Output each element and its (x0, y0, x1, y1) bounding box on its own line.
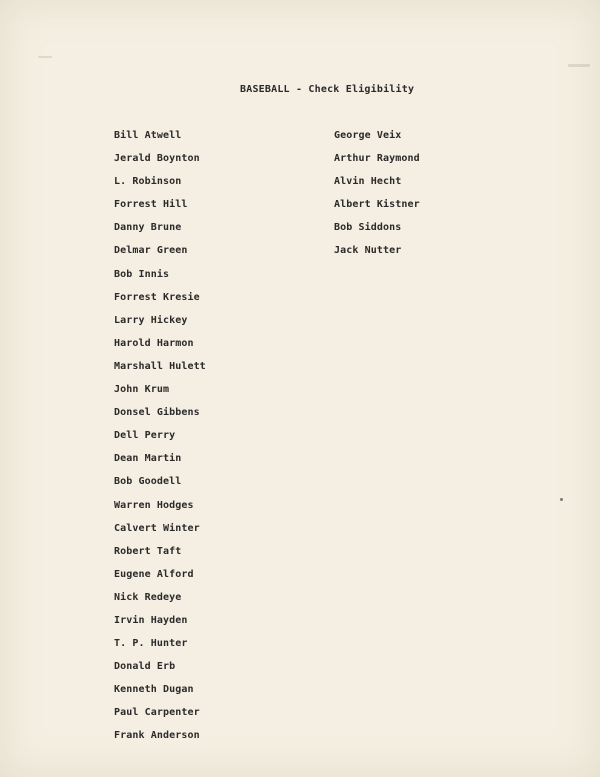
list-item: Dell Perry (114, 430, 176, 442)
right-name-column (334, 129, 420, 268)
list-item: Donsel Gibbens (114, 407, 200, 419)
list-item: Bob Goodell (114, 476, 182, 488)
list-item: George Veix (334, 130, 402, 141)
list-item: Danny Brune (114, 222, 182, 234)
list-item: Delmar Green (114, 245, 188, 257)
list-item: Larry Hickey (114, 314, 188, 326)
paper-mark (38, 56, 52, 58)
list-item: Bob Innis (114, 268, 170, 280)
list-item: Alvin Hecht (334, 176, 402, 188)
list-item: Arthur Raymond (334, 153, 420, 165)
list-item: Warren Hodges (114, 499, 194, 511)
list-item: Donald Erb (114, 661, 176, 673)
list-item: Bob Siddons (334, 222, 402, 234)
list-item: Nick Redeye (114, 591, 182, 603)
list-item: Frank Anderson (114, 730, 200, 742)
list-item: Robert Taft (114, 545, 182, 557)
list-item: Marshall Hulett (114, 360, 206, 372)
list-item: T. P. Hunter (114, 638, 188, 650)
list-item: Forrest Hill (114, 199, 188, 211)
list-item: Harold Harmon (114, 337, 194, 349)
paper-mark (568, 64, 590, 67)
list-item: L. Robinson (114, 176, 182, 188)
document-title: BASEBALL - Check Eligibility (240, 84, 415, 95)
left-name-column (114, 129, 206, 753)
list-item: Dean Martin (114, 453, 182, 465)
list-item: John Krum (114, 384, 170, 396)
list-item: Bill Atwell (114, 130, 182, 141)
list-item: Albert Kistner (334, 199, 420, 211)
list-item: Forrest Kresie (114, 291, 200, 303)
list-item: Eugene Alford (114, 568, 194, 580)
list-item: Jack Nutter (334, 245, 402, 257)
paper-mark (560, 498, 563, 501)
list-item: Jerald Boynton (114, 153, 200, 165)
list-item: Paul Carpenter (114, 707, 200, 719)
list-item: Kenneth Dugan (114, 684, 194, 696)
list-item: Irvin Hayden (114, 614, 188, 626)
list-item: Calvert Winter (114, 522, 200, 534)
